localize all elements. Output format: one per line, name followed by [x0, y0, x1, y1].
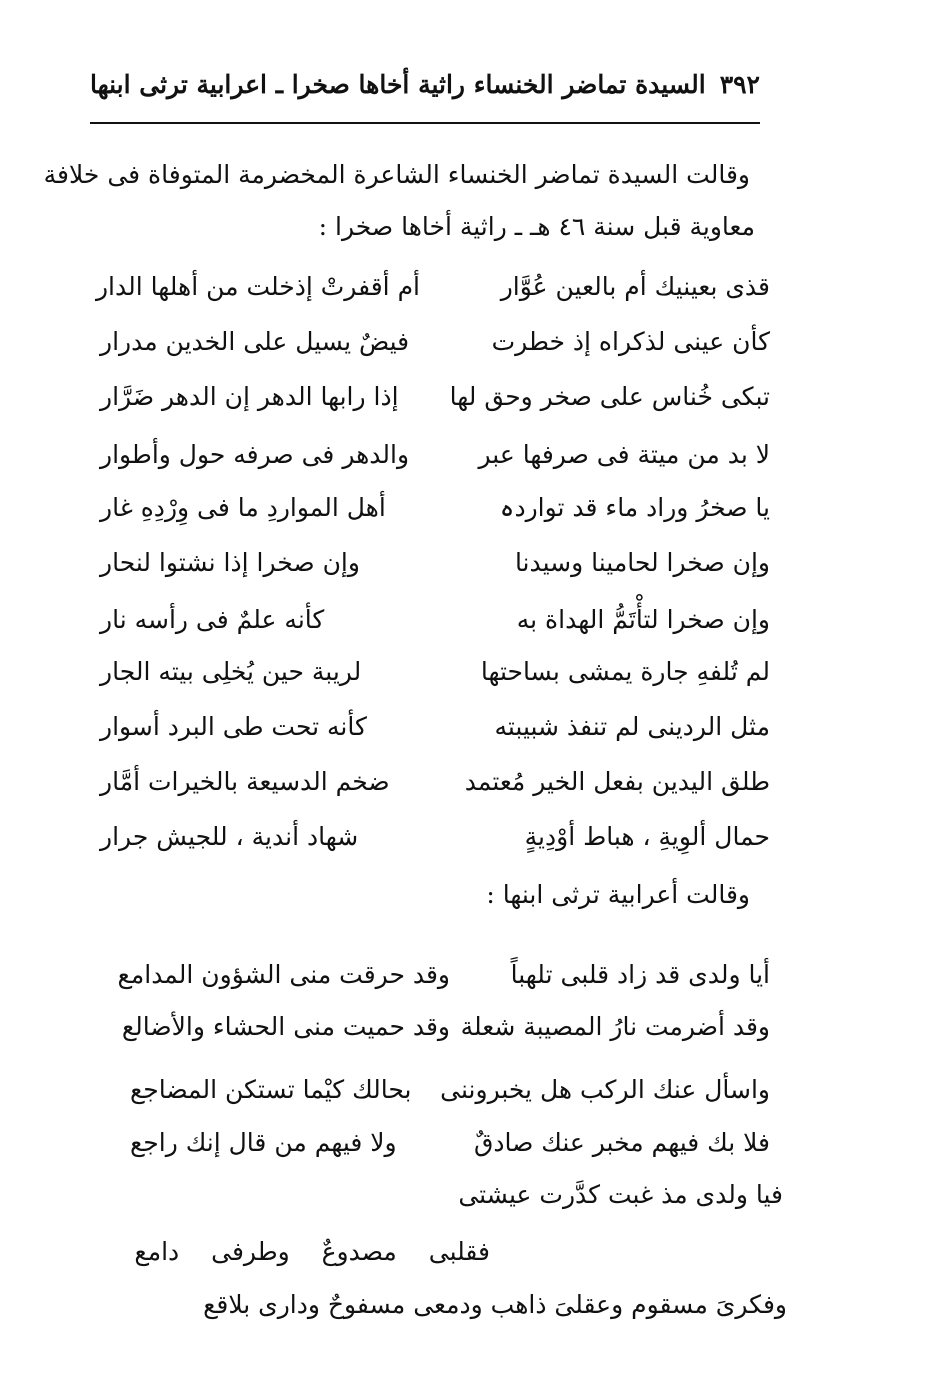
verse [100, 440, 770, 496]
intro-paragraph-khansa [43, 155, 755, 241]
verse-second-hemistich: كأنه تحت طى البرد أسوار [100, 712, 367, 741]
verse-second-hemistich: ضخم الدسيعة بالخيرات أمَّار [100, 767, 390, 796]
verse [100, 548, 770, 604]
verse-first-hemistich: أيا ولدى قد زاد قلبى تلهباً [510, 960, 770, 989]
intro-paragraph-arab-woman: وقالت أعرابية ترثى ابنها : [486, 880, 750, 909]
verse-second-hemistich: كأنه علمٌ فى رأسه نار [100, 605, 325, 634]
verse-second-hemistich: والدهر فى صرفه حول وأطوار [100, 440, 410, 469]
verse-second-hemistich: وقد حرقت منى الشؤون المدامع [117, 960, 450, 989]
verse-first-hemistich: حمال ألوِيةِ ، هباط أوْدِيةٍ [524, 822, 770, 851]
verse-first-hemistich: وقد أضرمت نارُ المصيبة شعلة [460, 1012, 770, 1041]
verse [100, 657, 770, 713]
intro-line: معاوية قبل سنة ٤٦ هـ ـ راثية أخاها صخرا : [318, 212, 755, 241]
intro-line: وقالت السيدة تماضر الخنساء الشاعرة المخضرمة المتوفاة فى خلافة [43, 160, 750, 189]
verse-second-hemistich: أهل المواردِ ما فى وِرْدِهِ غار [100, 493, 386, 522]
verse-first-hemistich: واسأل عنك الركب هل يخبروننى [440, 1075, 770, 1104]
verse-first-hemistich: وإن صخرا لحامينا وسيدنا [514, 548, 770, 577]
verse [100, 1075, 770, 1131]
verse [100, 493, 770, 549]
verse [95, 272, 770, 328]
verse-second-hemistich: ولا فيهم من قال إنك راجع [130, 1128, 397, 1157]
verse-second-hemistich: بحالك كيْما تستكن المضاجع [130, 1075, 412, 1104]
verse [100, 712, 770, 768]
verse-first-hemistich: تبكى خُناس على صخر وحق لها [449, 382, 770, 411]
verse-first-hemistich: قذى بعينيك أم بالعين عُوَّار [500, 272, 770, 301]
running-title: السيدة تماضر الخنساء راثية أخاها صخرا ـ اعرابية ترثى ابنها [89, 69, 706, 99]
verse-first-hemistich: لا بد من ميتة فى صرفها عبر [478, 440, 770, 469]
verse-second-hemistich: وقد حميت منى الحشاء والأضالع [121, 1012, 450, 1041]
verse-first-hemistich: فلا بك فيهم مخبر عنك صادقٌ [473, 1128, 770, 1157]
verse [100, 1012, 770, 1068]
verse-first-hemistich: لم تُلفهِ جارة يمشى بساحتها [480, 657, 770, 686]
page-header [90, 62, 760, 106]
verse [100, 1128, 770, 1184]
verse [100, 327, 770, 383]
verse-first-hemistich: يا صخرُ وراد ماء قد تواردہ [499, 493, 770, 522]
verse-second-hemistich: لريبة حين يُخلِى بيته الجار [100, 657, 362, 686]
verse-first-hemistich: مثل الردينى لم تنفذ شبيبته [494, 712, 770, 741]
verse [100, 605, 770, 661]
verse-second-hemistich: إذا رابها الدهر إن الدهر ضَرَّار [100, 382, 399, 411]
verse [100, 382, 770, 438]
verse-line: وفكرىَ مسقوم وعقلىَ ذاهب ودمعى مسفوحٌ ودارى بلاقع [203, 1290, 787, 1319]
verse-first-hemistich: كأن عينى لذكراه إذ خطرت [491, 327, 770, 356]
verse-first-hemistich: طلق اليدين بفعل الخير مُعتمد [464, 767, 770, 796]
verse-second-hemistich: فيضٌ يسيل على الخدين مدرار [100, 327, 410, 356]
page-number: ٣٩٢ [719, 69, 760, 99]
verse-second-hemistich: شهاد أندية ، للجيش جرار [100, 822, 359, 851]
header-rule [90, 122, 760, 124]
verse [100, 822, 770, 878]
verse-line: فقلبى مصدوعٌ وطرفى دامع [134, 1237, 490, 1266]
verse-second-hemistich: وإن صخرا إذا نشتوا لنحار [100, 548, 360, 577]
verse-first-hemistich: وإن صخرا لتأْتَمُّ الهداة به [516, 605, 770, 634]
verse [100, 960, 770, 1016]
verse [100, 767, 770, 823]
verse-line: فيا ولدى مذ غبت كدَّرت عيشتى [458, 1180, 783, 1209]
verse-second-hemistich: أم أقفرتْ إذخلت من أهلها الدار [95, 272, 420, 301]
